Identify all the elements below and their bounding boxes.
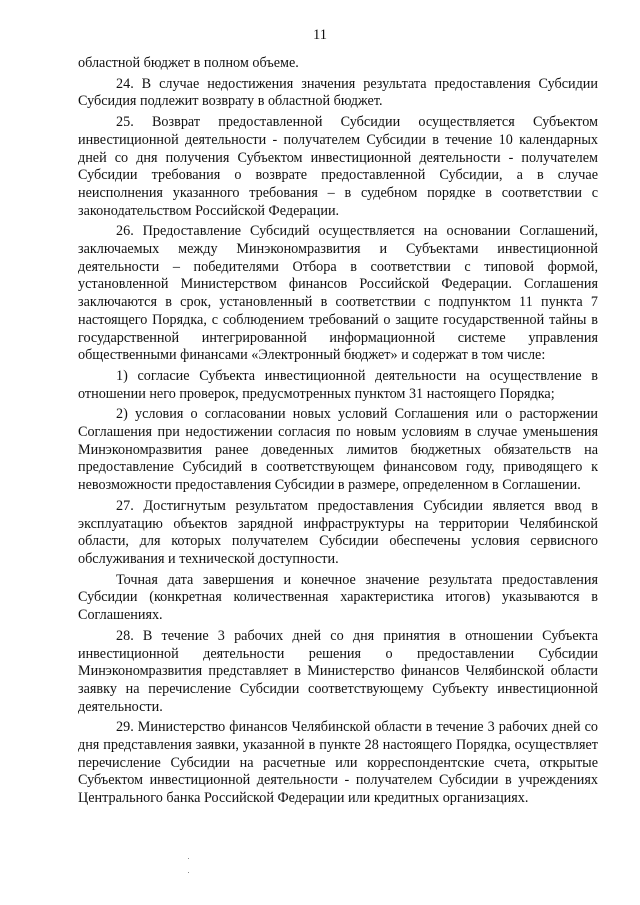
- scan-artifact: [188, 872, 189, 873]
- paragraph-27: 27. Достигнутым результатом предоставления Субсидии является ввод в эксплуатацию объектов зарядной инфраструктуры на территории Челябинской области, для которых получателем Субсидии обеспечены условия сервисного обслуживания и технической доступности.: [78, 497, 598, 567]
- paragraph-25: 25. Возврат предоставленной Субсидии осуществляется Субъектом инвестиционной деятельности - получателем Субсидии в течение 10 календарных дней со дня получения Субъектом инвестиционной деятельности - получателем Субсидии требования о возврате предоставленной Субсидии, а в случае неисполнения указанного требования – в судебном порядке в соответствии с законодательством Российской Федерации.: [78, 114, 598, 219]
- paragraph-26-item-1: 1) согласие Субъекта инвестиционной деятельности на осуществление в отношении него проверок, предусмотренных пунктом 31 настоящего Порядка;: [78, 367, 598, 402]
- paragraph-27-detail: Точная дата завершения и конечное значение результата предоставления Субсидии (конкретная количественная характеристика итогов) указываются в Соглашениях.: [78, 571, 598, 624]
- paragraph-26: 26. Предоставление Субсидий осуществляется на основании Соглашений, заключаемых между Минэкономразвития и Субъектами инвестиционной деятельности – победителями Отбора в соответствии с типовой формой, установленной Министерством финансов Российской Федерации. Соглашения заключаются в срок, установленный в соответствии с подпунктом 11 пункта 7 настоящего Порядка, с соблюдением требований о защите государственной тайны в государственной интегрированной информационной системе управления общественными финансами «Электронный бюджет» и содержат в том числе:: [78, 223, 598, 364]
- paragraph-continuation: областной бюджет в полном объеме.: [78, 55, 299, 71]
- page-number: 11: [313, 27, 327, 43]
- document-body: [78, 55, 598, 808]
- paragraph-24: 24. В случае недостижения значения результата предоставления Субсидии Субсидия подлежит возврату в областной бюджет.: [78, 75, 598, 110]
- scan-artifact: [188, 858, 189, 859]
- paragraph-29: 29. Министерство финансов Челябинской области в течение 3 рабочих дней со дня представления заявки, указанной в пункте 28 настоящего Порядка, осуществляет перечисление Субсидии на расчетные или корреспондентские счета, открытые Субъектом инвестиционной деятельности - получателем Субсидии в учреждениях Центрального банка Российской Федерации или кредитных организациях.: [78, 719, 598, 807]
- paragraph-26-item-2: 2) условия о согласовании новых условий Соглашения или о расторжении Соглашения при недостижении согласия по новым условиям в случае уменьшения Минэкономразвития ранее доведенных лимитов бюджетных обязательств на предоставление Субсидий в соответствующем финансовом году, приводящего к невозможности предоставления Субсидии в размере, определенном в Соглашении.: [78, 406, 598, 494]
- paragraph-28: 28. В течение 3 рабочих дней со дня принятия в отношении Субъекта инвестиционной деятельности решения о предоставлении Субсидии Минэкономразвития представляет в Министерство финансов Челябинской области заявку на перечисление Субсидии соответствующему Субъекту инвестиционной деятельности.: [78, 627, 598, 715]
